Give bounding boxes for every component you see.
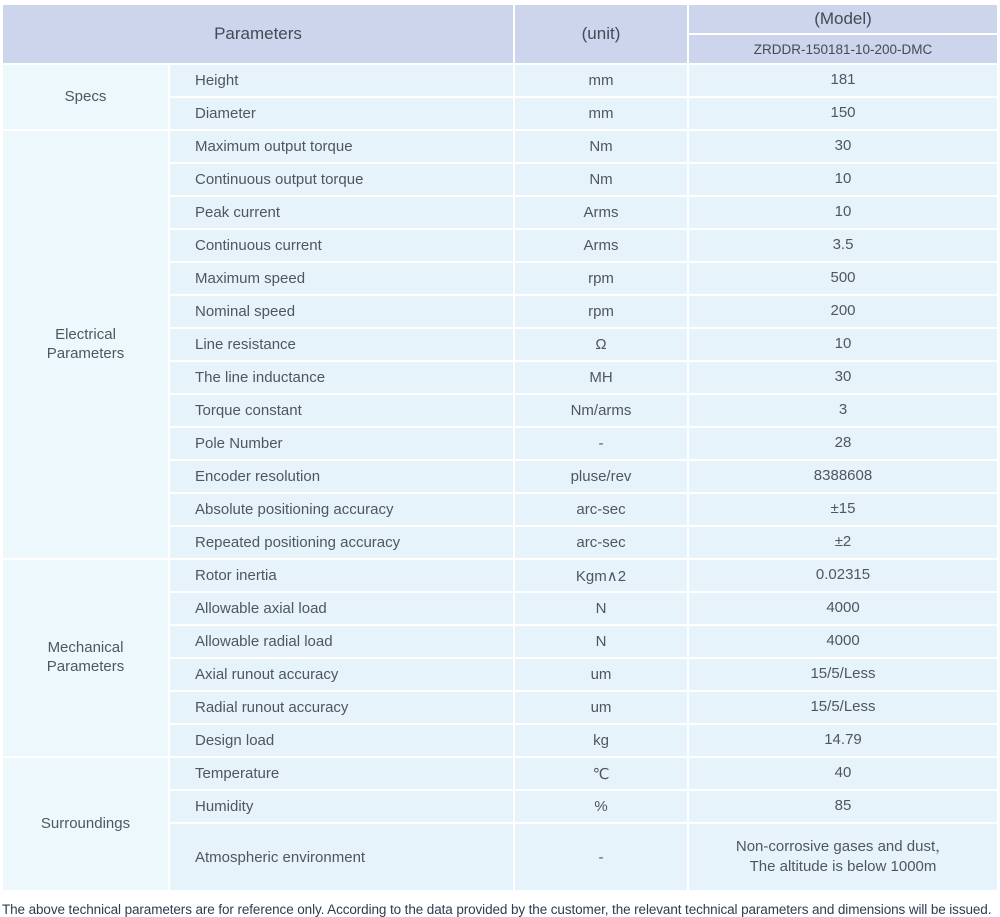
footnote: The above technical parameters are for reference only. According to the data provided by the customer, the relevant technical parameters and dimensions will be issued. bbox=[2, 902, 992, 917]
model-value: 10 bbox=[689, 164, 997, 195]
header-unit: (unit) bbox=[515, 5, 687, 63]
unit-value: % bbox=[515, 791, 687, 822]
table-row bbox=[3, 131, 997, 162]
unit-value: - bbox=[515, 428, 687, 459]
parameter-name: Torque constant bbox=[170, 395, 513, 426]
unit-value: Arms bbox=[515, 197, 687, 228]
unit-value: rpm bbox=[515, 296, 687, 327]
unit-value: Ω bbox=[515, 329, 687, 360]
spec-table-header bbox=[3, 5, 997, 63]
unit-value: um bbox=[515, 692, 687, 723]
spec-table bbox=[1, 3, 999, 892]
group-label: Specs bbox=[3, 65, 168, 129]
parameter-name: Temperature bbox=[170, 758, 513, 789]
model-value: 200 bbox=[689, 296, 997, 327]
parameter-name: Pole Number bbox=[170, 428, 513, 459]
parameter-name: Continuous current bbox=[170, 230, 513, 261]
unit-value: arc-sec bbox=[515, 527, 687, 558]
header-model: (Model) bbox=[689, 5, 997, 33]
parameter-name: Height bbox=[170, 65, 513, 96]
model-value: 4000 bbox=[689, 626, 997, 657]
parameter-name: Absolute positioning accuracy bbox=[170, 494, 513, 525]
parameter-name: Nominal speed bbox=[170, 296, 513, 327]
unit-value: um bbox=[515, 659, 687, 690]
model-value: 181 bbox=[689, 65, 997, 96]
unit-value: Arms bbox=[515, 230, 687, 261]
parameter-name: Maximum output torque bbox=[170, 131, 513, 162]
header-parameters: Parameters bbox=[3, 5, 513, 63]
parameter-name: Continuous output torque bbox=[170, 164, 513, 195]
model-value: 4000 bbox=[689, 593, 997, 624]
model-value: 10 bbox=[689, 329, 997, 360]
unit-value: Nm bbox=[515, 131, 687, 162]
model-value: 30 bbox=[689, 362, 997, 393]
model-value: 10 bbox=[689, 197, 997, 228]
header-model-number: ZRDDR-150181-10-200-DMC bbox=[689, 35, 997, 63]
table-row bbox=[3, 758, 997, 789]
group-label: Electrical Parameters bbox=[3, 131, 168, 558]
model-value: ±15 bbox=[689, 494, 997, 525]
model-value: 3.5 bbox=[689, 230, 997, 261]
unit-value: mm bbox=[515, 98, 687, 129]
model-value: 500 bbox=[689, 263, 997, 294]
parameter-name: Repeated positioning accuracy bbox=[170, 527, 513, 558]
model-value: 15/5/Less bbox=[689, 692, 997, 723]
model-value: 40 bbox=[689, 758, 997, 789]
model-value: 30 bbox=[689, 131, 997, 162]
model-value: 85 bbox=[689, 791, 997, 822]
unit-value: Nm bbox=[515, 164, 687, 195]
unit-value: MH bbox=[515, 362, 687, 393]
parameter-name: Design load bbox=[170, 725, 513, 756]
model-value: 28 bbox=[689, 428, 997, 459]
parameter-name: Atmospheric environment bbox=[170, 824, 513, 890]
model-value: 15/5/Less bbox=[689, 659, 997, 690]
unit-value: N bbox=[515, 626, 687, 657]
unit-value: Nm/arms bbox=[515, 395, 687, 426]
parameter-name: Peak current bbox=[170, 197, 513, 228]
spec-table-body bbox=[3, 65, 997, 890]
unit-value: arc-sec bbox=[515, 494, 687, 525]
parameter-name: The line inductance bbox=[170, 362, 513, 393]
unit-value: pluse/rev bbox=[515, 461, 687, 492]
unit-value: N bbox=[515, 593, 687, 624]
model-value: ±2 bbox=[689, 527, 997, 558]
parameter-name: Diameter bbox=[170, 98, 513, 129]
table-row bbox=[3, 560, 997, 591]
parameter-name: Encoder resolution bbox=[170, 461, 513, 492]
model-value: 8388608 bbox=[689, 461, 997, 492]
unit-value: mm bbox=[515, 65, 687, 96]
parameter-name: Humidity bbox=[170, 791, 513, 822]
unit-value: - bbox=[515, 824, 687, 890]
model-value: Non-corrosive gases and dust， The altitude is below 1000m bbox=[689, 824, 997, 890]
unit-value: Kgm∧2 bbox=[515, 560, 687, 591]
parameter-name: Axial runout accuracy bbox=[170, 659, 513, 690]
unit-value: kg bbox=[515, 725, 687, 756]
parameter-name: Radial runout accuracy bbox=[170, 692, 513, 723]
table-row bbox=[3, 65, 997, 96]
unit-value: ℃ bbox=[515, 758, 687, 789]
parameter-name: Allowable radial load bbox=[170, 626, 513, 657]
parameter-name: Line resistance bbox=[170, 329, 513, 360]
unit-value: rpm bbox=[515, 263, 687, 294]
parameter-name: Rotor inertia bbox=[170, 560, 513, 591]
group-label: Surroundings bbox=[3, 758, 168, 890]
model-value: 3 bbox=[689, 395, 997, 426]
parameter-name: Allowable axial load bbox=[170, 593, 513, 624]
header-row-top bbox=[3, 5, 997, 33]
parameter-name: Maximum speed bbox=[170, 263, 513, 294]
model-value: 0.02315 bbox=[689, 560, 997, 591]
group-label: Mechanical Parameters bbox=[3, 560, 168, 756]
model-value: 14.79 bbox=[689, 725, 997, 756]
model-value: 150 bbox=[689, 98, 997, 129]
